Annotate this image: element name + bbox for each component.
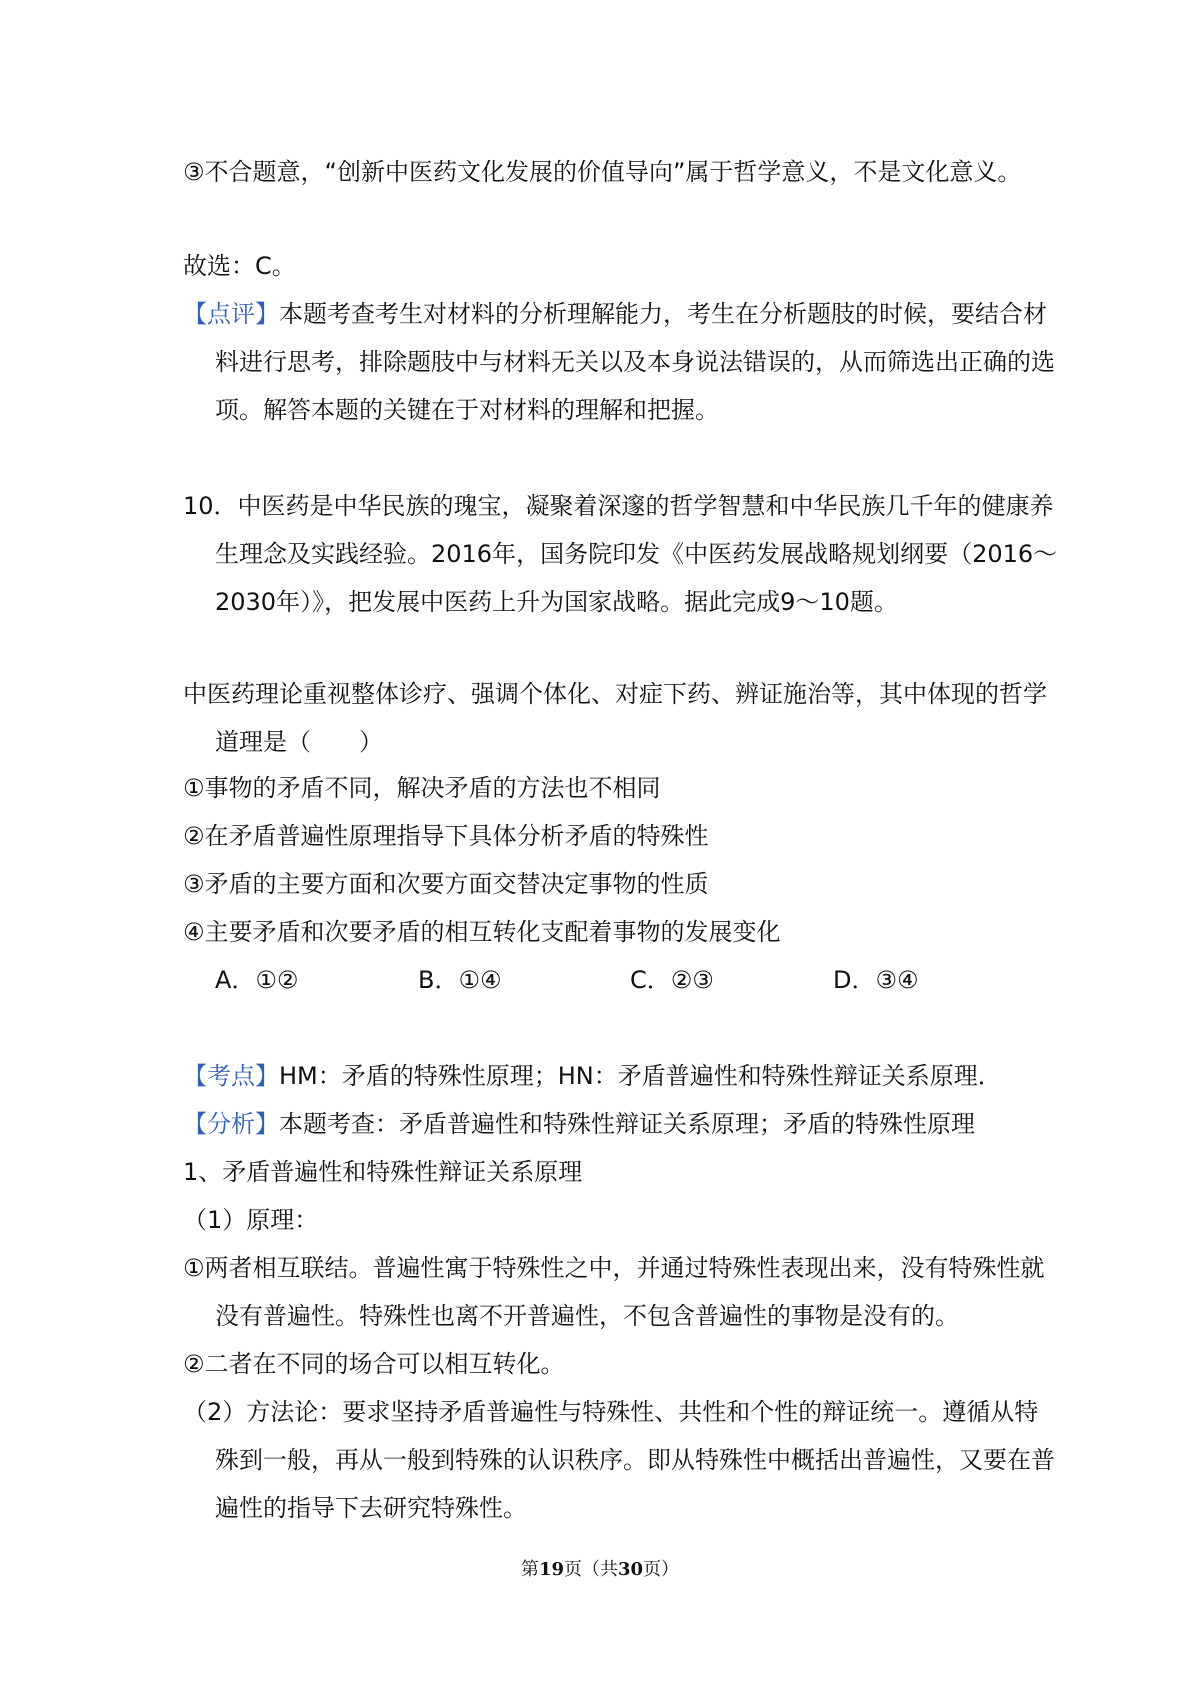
- option-d: D．③④: [833, 966, 919, 994]
- footer-page-number: 19: [538, 1559, 564, 1580]
- option-c: C．②③: [630, 966, 714, 994]
- paragraph-analysis: [183, 1100, 1028, 1148]
- analysis-principle-1: ①两者相互联结。普遍性寓于特殊性之中，并通过特殊性表现出来，没有特殊性就没有普遍性。特殊性也离不开普遍性，不包含普遍性的事物是没有的。: [183, 1254, 1045, 1330]
- option-b: B．①④: [418, 966, 502, 994]
- paragraph-answer: 故选：C。: [183, 252, 296, 280]
- answer-options: [215, 956, 1015, 1004]
- statement-3: ③矛盾的主要方面和次要方面交替决定事物的性质: [183, 870, 709, 898]
- question-stem: 中医药理论重视整体诊疗、强调个体化、对症下药、辨证施治等，其中体现的哲学道理是（ ）: [183, 680, 1047, 756]
- analysis-principle-2: ②二者在不同的场合可以相互转化。: [183, 1350, 565, 1378]
- analysis-methodology: （2）方法论：要求坚持矛盾普遍性与特殊性、共性和个性的辩证统一。遵循从特殊到一般，再从一般到特殊的认识秩序。即从特殊性中概括出普遍性，又要在普遍性的指导下去研究特殊性。: [183, 1398, 1055, 1522]
- statement-2: ②在矛盾普遍性原理指导下具体分析矛盾的特殊性: [183, 822, 709, 850]
- footer-total-pages: 30: [618, 1559, 644, 1580]
- footer-middle: 页（共: [564, 1559, 618, 1580]
- question-10-intro: 10．中医药是中华民族的瑰宝，凝聚着深邃的哲学智慧和中华民族几千年的健康养生理念及实践经验。2016年，国务院印发《中医药发展战略规划纲要（2016～2030年）》，把发展中医药上升为国家战略。据此完成9～10题。: [183, 492, 1058, 616]
- key-point-tag: 【考点】: [183, 1062, 279, 1090]
- statement-4: ④主要矛盾和次要矛盾的相互转化支配着事物的发展变化: [183, 918, 781, 946]
- footer-suffix: 页）: [643, 1559, 680, 1580]
- analysis-tag: 【分析】: [183, 1110, 279, 1138]
- analysis-principle-heading: （1）原理：: [183, 1206, 319, 1234]
- comment-text: 本题考查考生对材料的分析理解能力，考生在分析题肢的时候，要结合材料进行思考，排除题肢中与材料无关以及本身说法错误的，从而筛选出正确的选项。解答本题的关键在于对材料的理解和把握。: [215, 300, 1055, 424]
- option-a: A．①②: [215, 966, 299, 994]
- key-point-text: HM：矛盾的特殊性原理；HN：矛盾普遍性和特殊性辩证关系原理．: [279, 1062, 1002, 1090]
- paragraph-option-3-explanation: ③不合题意，“创新中医药文化发展的价值导向”属于哲学意义，不是文化意义。: [183, 158, 1022, 186]
- statement-1: ①事物的矛盾不同，解决矛盾的方法也不相同: [183, 774, 661, 802]
- page-footer: [0, 1558, 1200, 1582]
- analysis-heading-1: 1、矛盾普遍性和特殊性辩证关系原理: [183, 1158, 583, 1186]
- paragraph-comment: [183, 290, 1060, 434]
- analysis-text: 本题考查：矛盾普遍性和特殊性辩证关系原理；矛盾的特殊性原理: [279, 1110, 975, 1138]
- footer-prefix: 第: [520, 1559, 539, 1580]
- paragraph-key-point: [183, 1052, 1028, 1100]
- comment-tag: 【点评】: [183, 300, 279, 328]
